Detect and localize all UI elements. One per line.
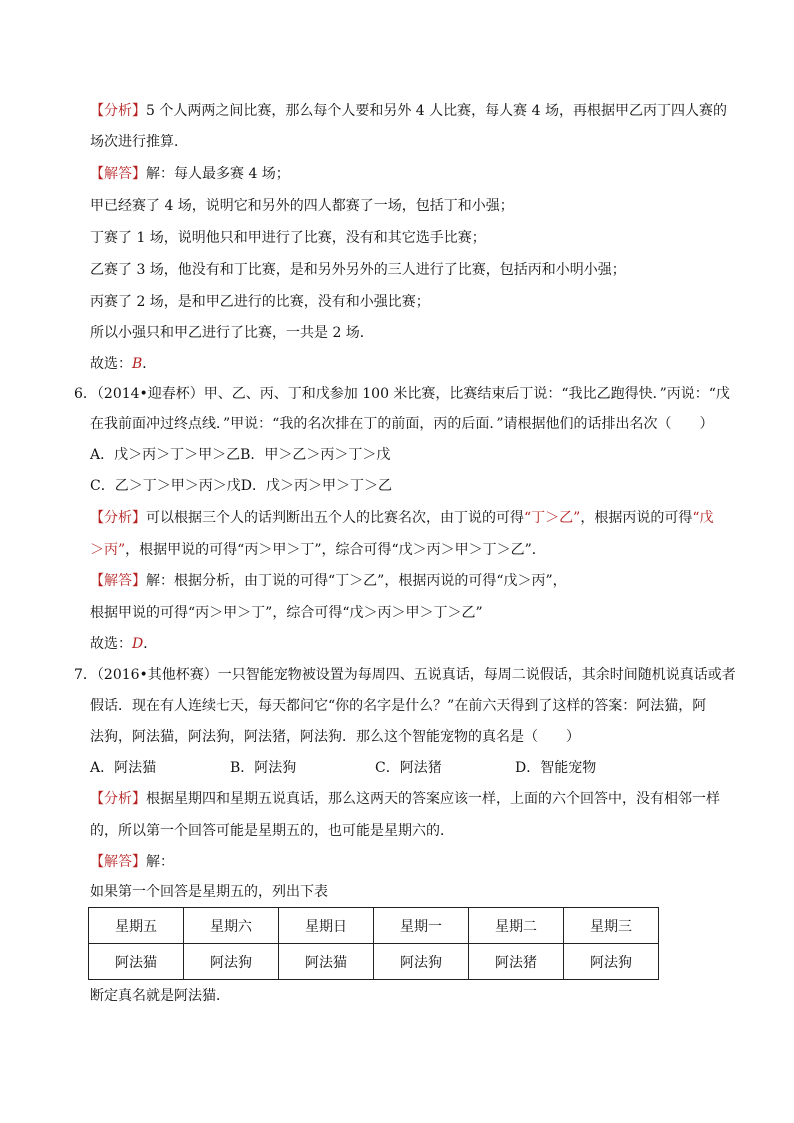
weekday-answer-table — [88, 907, 659, 980]
q7-analysis-text-1: 根据星期四和星期五说真话，那么这两天的答案应该一样，上面的六个回答中，没有相邻一样 — [146, 791, 720, 807]
table-cell-answer: 阿法狗 — [564, 944, 659, 980]
table-cell-day: 星期五 — [89, 908, 184, 944]
choice-letter: D — [132, 636, 144, 652]
q5-answer-line-5: 所以小强只和甲乙进行了比赛，一共是 2 场． — [90, 325, 374, 341]
choice-suffix: ． — [143, 636, 158, 652]
q7-stem-line-2: 假话．现在有人连续七天，每天都问它“你的名字是什么？”在前六天得到了这样的答案：阿法猫，阿 — [90, 698, 707, 714]
q6-stem-line-1 — [74, 384, 730, 404]
q6-analysis-text-2b: ，根据甲说的可得“丙＞甲＞丁”，综合可得“戊＞丙＞甲＞丁＞乙”． — [125, 542, 546, 558]
q5-answer-line-2: 丁赛了 1 场，说明他只和甲进行了比赛，没有和其它选手比赛； — [90, 230, 486, 246]
q7-option-a: A．阿法猫 — [90, 760, 157, 776]
q6-option-d: D．戊＞丙＞甲＞丁＞乙 — [240, 478, 392, 494]
q7-conclusion: 断定真名就是阿法猫． — [90, 988, 230, 1004]
analysis-tag: 【分析】 — [90, 510, 146, 526]
q7-analysis-line-1 — [90, 789, 720, 809]
table-cell-day: 星期六 — [184, 908, 279, 944]
answer-tag: 【解答】 — [90, 573, 146, 589]
q5-choice — [90, 354, 156, 374]
q5-analysis-text-1: 5 个人两两之间比赛，那么每个人要和另外 4 人比赛，每人赛 4 场，再根据甲乙丙丁四人赛的 — [146, 103, 727, 119]
table-cell-answer: 阿法狗 — [374, 944, 469, 980]
q7-answer-head: 解： — [146, 854, 174, 870]
q6-option-a: A．戊＞丙＞丁＞甲＞乙 — [90, 447, 241, 463]
analysis-tag: 【分析】 — [90, 791, 146, 807]
q6-choice — [90, 634, 157, 654]
q7-table-intro: 如果第一个回答是星期五的，列出下表 — [90, 884, 328, 900]
q7-answer-header — [90, 852, 174, 872]
q6-options-cd — [90, 476, 392, 496]
table-cell-answer: 阿法猫 — [279, 944, 374, 980]
q7-option-d: D．智能宠物 — [515, 760, 597, 776]
table-row-days — [89, 908, 659, 944]
q6-option-b: B．甲＞乙＞丙＞丁＞戊 — [240, 447, 391, 463]
q5-answer-head: 解：每人最多赛 4 场； — [146, 166, 290, 182]
q5-analysis-line-1 — [90, 101, 727, 121]
choice-suffix: ． — [142, 356, 157, 372]
q5-answer-line-4: 丙赛了 2 场，是和甲乙进行的比赛，没有和小强比赛； — [90, 294, 430, 310]
table-cell-day: 星期二 — [469, 908, 564, 944]
q6-analysis-line-1 — [90, 508, 714, 528]
q6-answer-line-1 — [90, 571, 567, 591]
q5-answer-line-3: 乙赛了 3 场，他没有和丁比赛，是和另外另外的三人进行了比赛，包括丙和小明小强； — [90, 262, 626, 278]
answer-tag: 【解答】 — [90, 166, 146, 182]
q6-number: 6． — [74, 386, 97, 402]
q7-stem-line-3: 法狗，阿法猫，阿法狗，阿法猪，阿法狗．那么这个智能宠物的真名是（ ） — [90, 729, 580, 745]
q7-stem-text-1: （2016•其他杯赛）一只智能宠物被设置为每周四、五说真话，每周二说假话，其余时间随机说真话或者 — [96, 667, 736, 683]
q7-stem-line-1 — [74, 665, 736, 685]
q6-answer-line-2: 根据甲说的可得“丙＞甲＞丁”，综合可得“戊＞丙＞甲＞丁＞乙” — [90, 605, 483, 621]
table-cell-day: 星期三 — [564, 908, 659, 944]
table-cell-day: 星期日 — [279, 908, 374, 944]
table-row-answers — [89, 944, 659, 980]
q7-analysis-line-2: 的，所以第一个回答可能是星期五的，也可能是星期六的． — [90, 823, 454, 839]
q6-stem-line-2: 在我前面冲过终点线．”甲说：“我的名次排在丁的前面，丙的后面．”请根据他们的话排出名次（ ） — [90, 416, 714, 432]
table-cell-answer: 阿法狗 — [184, 944, 279, 980]
q6-analysis-line-2 — [90, 540, 546, 560]
table-cell-answer: 阿法猫 — [89, 944, 184, 980]
q6-analysis-quote-1: “丁＞乙” — [524, 510, 581, 526]
analysis-tag: 【分析】 — [90, 103, 146, 119]
q6-stem-text-1: （2014•迎春杯）甲、乙、丙、丁和戊参加 100 米比赛，比赛结束后丁说：“我比乙跑得快．”丙说：“戊 — [96, 386, 730, 402]
choice-letter: B — [132, 356, 143, 372]
q6-analysis-quote-2a: “戊 — [692, 510, 714, 526]
q6-analysis-quote-2b: ＞丙” — [90, 542, 126, 558]
q7-option-b: B．阿法狗 — [230, 760, 297, 776]
q6-answer-text-1: 解：根据分析，由丁说的可得“丁＞乙”，根据丙说的可得“戊＞丙”， — [146, 573, 567, 589]
q5-answer-line-1: 甲已经赛了 4 场，说明它和另外的四人都赛了一场，包括丁和小强； — [90, 198, 514, 214]
q5-analysis-text-2: 场次进行推算． — [90, 134, 188, 150]
q7-option-c: C．阿法猪 — [375, 760, 442, 776]
q6-options-ab — [90, 445, 390, 465]
choice-prefix: 故选： — [90, 636, 132, 652]
q6-analysis-text-1a: 可以根据三个人的话判断出五个人的比赛名次，由丁说的可得 — [146, 510, 524, 526]
q6-analysis-text-1c: ，根据丙说的可得 — [580, 510, 693, 526]
choice-prefix: 故选： — [90, 356, 132, 372]
q5-answer-header — [90, 164, 290, 184]
q7-number: 7． — [74, 667, 97, 683]
table-cell-day: 星期一 — [374, 908, 469, 944]
answer-tag: 【解答】 — [90, 854, 146, 870]
q6-option-c: C．乙＞丁＞甲＞丙＞戊 — [90, 478, 241, 494]
q7-options — [90, 758, 596, 778]
table-cell-answer: 阿法猪 — [469, 944, 564, 980]
